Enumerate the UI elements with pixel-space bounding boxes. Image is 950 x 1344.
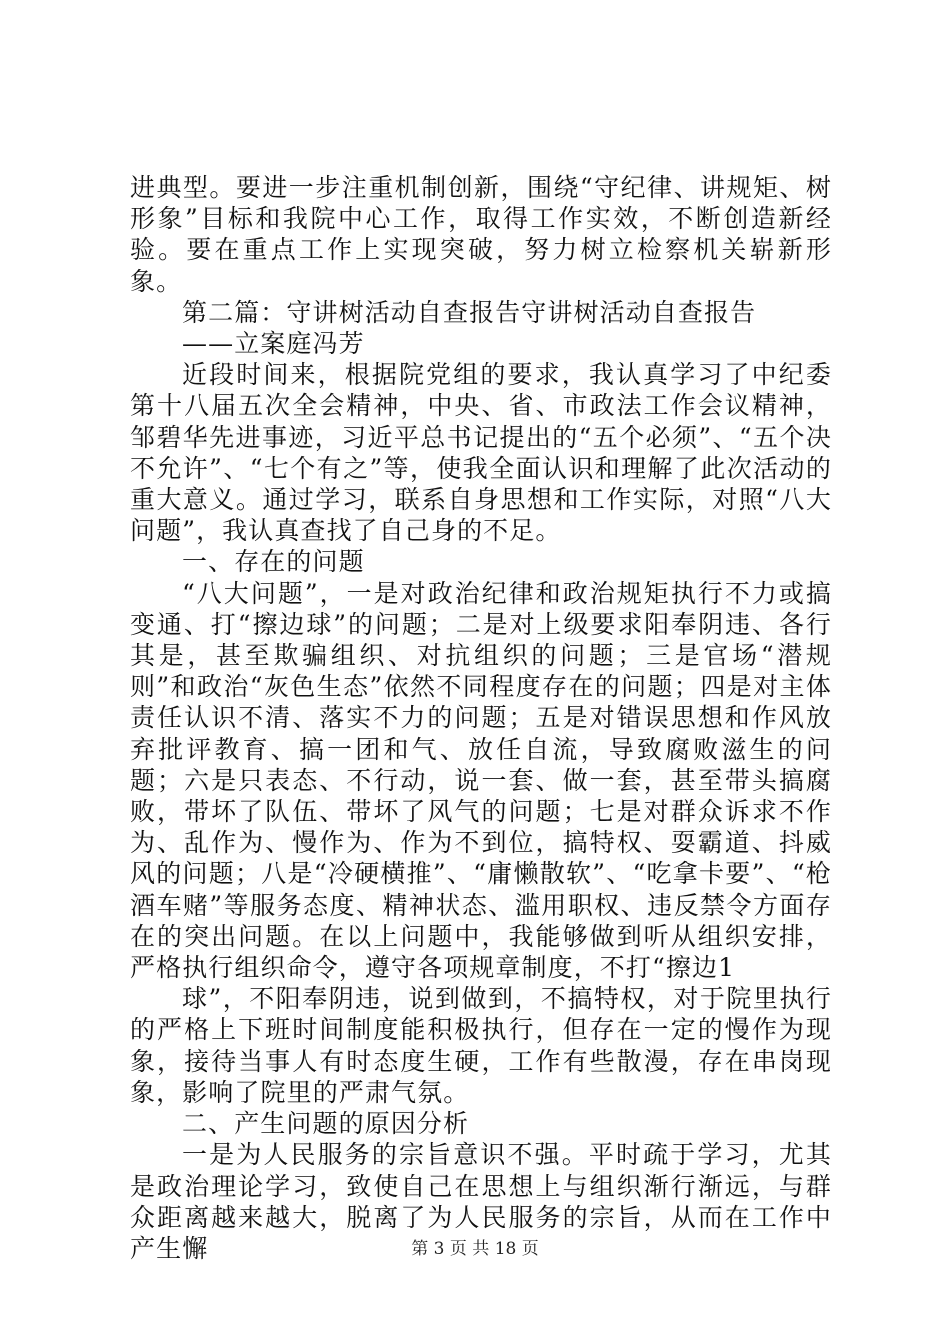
author-line: ——立案庭冯芳 [182,329,365,359]
heading-existing-problems: 一、存在的问题 [182,547,365,577]
document-body [130,172,832,1264]
paragraph-continuation: 进典型。要进一步注重机制创新，围绕“守纪律、讲规矩、树形象”目标和我院中心工作，取得工作实效，不断创造新经验。要在重点工作上实现突破，努力树立检察机关崭新形象。 [130,173,832,296]
paragraph-cause-one: 一是为人民服务的宗旨意识不强。平时疏于学习，尤其是政治理论学习，致使自己在思想上与组织渐行渐远，与群众距离越来越大，脱离了为人民服务的宗旨，从而在工作中产生懈 [130,1140,832,1263]
heading-cause-analysis: 二、产生问题的原因分析 [182,1109,470,1139]
section-heading-part-two: 第二篇：守讲树活动自查报告守讲树活动自查报告 [182,297,757,327]
paragraph-eight-problems: “八大问题”，一是对政治纪律和政治规矩执行不力或搞变通、打“擦边球”的问题；二是对上级要求阳奉阴违、各行其是，甚至欺骗组织、对抗组织的问题；三是官场“潜规则”和政治“灰色生态”依然不同程度存在的问题；四是对主体责任认识不清、落实不力的问题；五是对错误思想和作风放弃批评教育、搞一团和气、放任自流，导致腐败滋生的问题；六是只表态、不行动，说一套、做一套，甚至带头搞腐败，带坏了队伍、带坏了风气的问题；七是对群众诉求不作为、乱作为、慢作为、作为不到位，搞特权、耍霸道、抖威风的问题；八是“冷硬横推”、“庸懒散软”、“吃拿卡要”、“枪酒车赌”等服务态度、精神状态、滥用职权、违反禁令方面存在的突出问题。在以上问题中，我能够做到听从组织安排，严格执行组织命令，遵守各项规章制度，不打“擦边1 [130,578,832,983]
paragraph-continuation-2: 球”，不阳奉阴违，说到做到，不搞特权，对于院里执行的严格上下班时间制度能积极执行，但存在一定的慢作为现象，接待当事人有时态度生硬，工作有些散漫，存在串岗现象，影响了院里的严肃气氛。 [130,984,832,1107]
paragraph-intro: 近段时间来，根据院党组的要求，我认真学习了中纪委第十八届五次全会精神，中央、省、市政法工作会议精神，邹碧华先进事迹，习近平总书记提出的“五个必须”、“五个决不允许”、“七个有之”等，使我全面认识和理解了此次活动的重大意义。通过学习，联系自身思想和工作实际，对照“八大问题”，我认真查找了自己身的不足。 [130,360,832,546]
page-number-footer: 第 3 页 共 18 页 [411,1239,539,1259]
